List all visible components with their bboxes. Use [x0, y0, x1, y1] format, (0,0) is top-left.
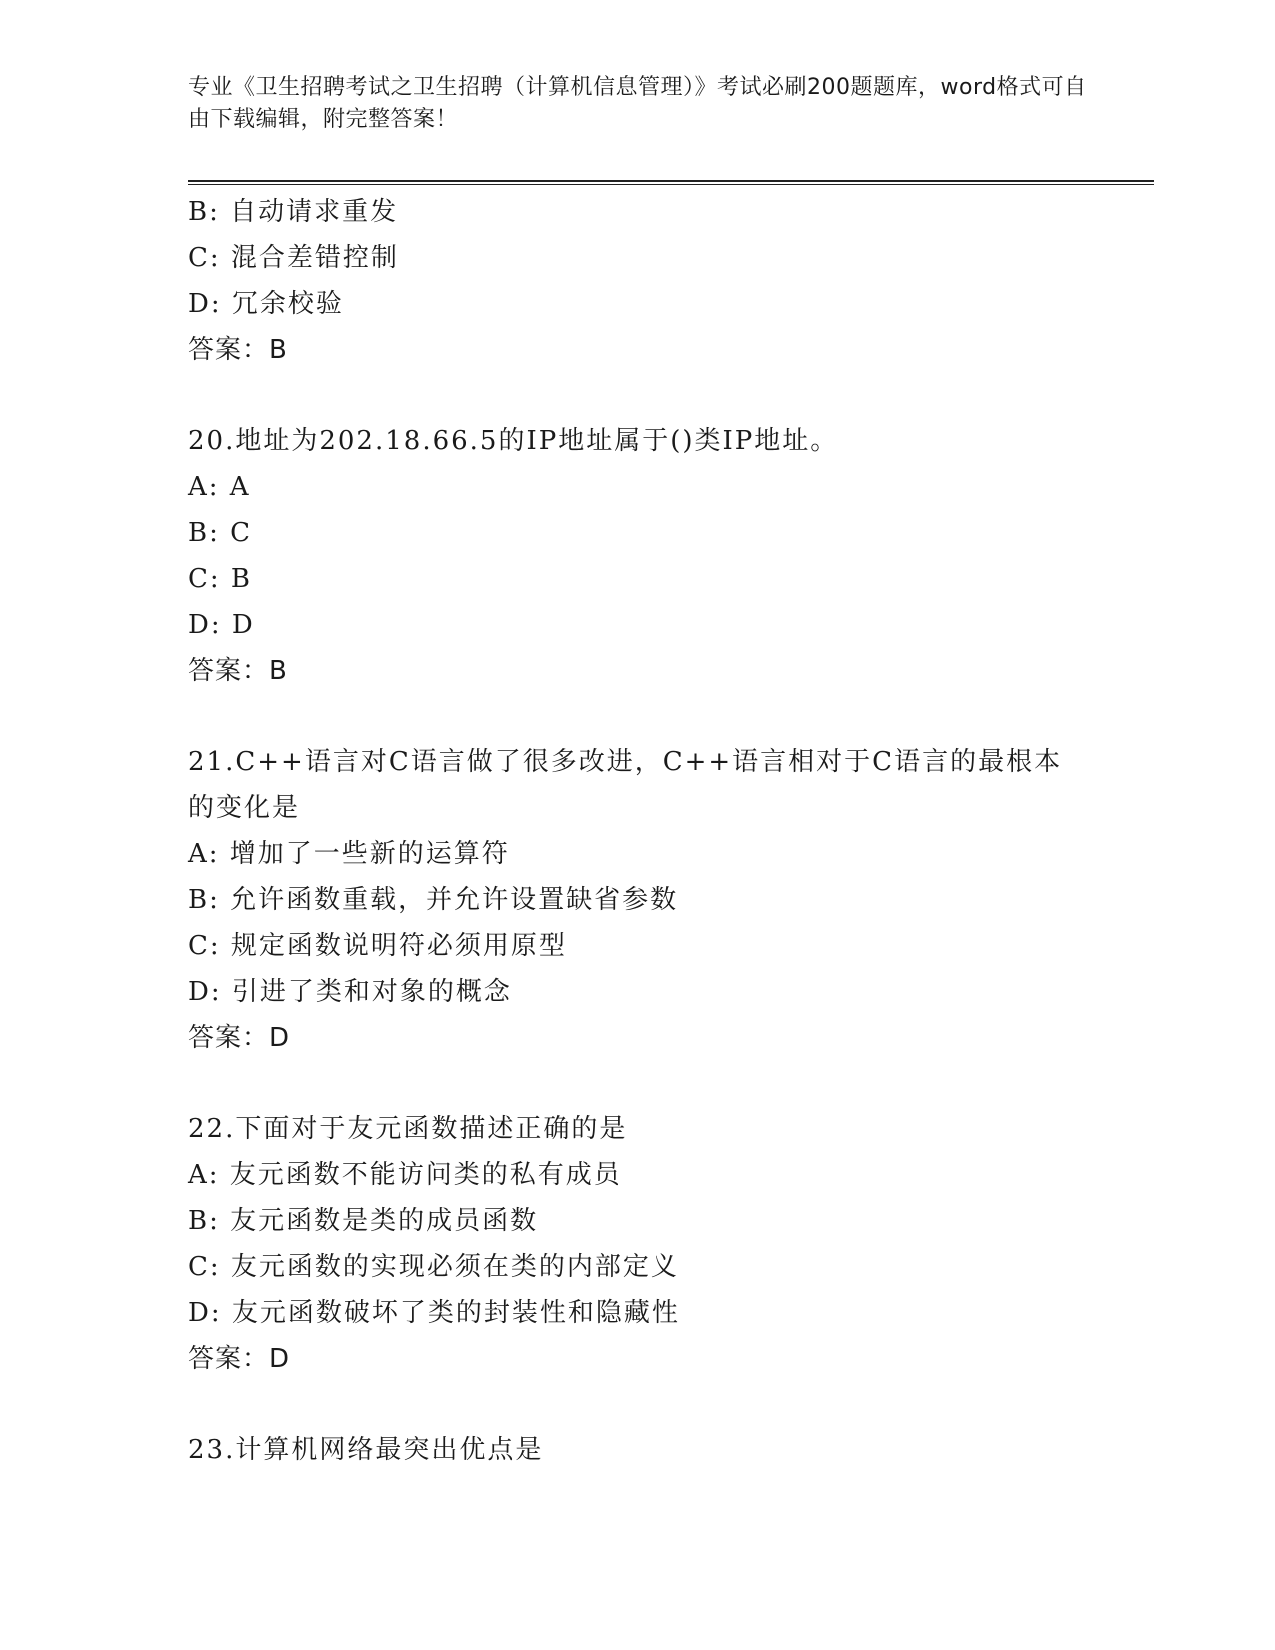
- option-c: C: 规定函数说明符必须用原型: [188, 931, 567, 961]
- option-b: B: 友元函数是类的成员函数: [188, 1206, 539, 1236]
- answer-line: 答案：B: [188, 656, 288, 686]
- question-text: 23.计算机网络最突出优点是: [188, 1435, 544, 1465]
- header-divider-thin: [188, 184, 1154, 185]
- spacer: [188, 1061, 1088, 1106]
- answer-line: 答案：D: [188, 1023, 291, 1053]
- question-text: 20.地址为202.18.66.5的IP地址属于()类IP地址。: [188, 426, 839, 456]
- header-divider: [188, 180, 1154, 182]
- spacer: [188, 373, 1088, 418]
- question-block-23: [188, 1427, 1088, 1473]
- option-a: A: 友元函数不能访问类的私有成员: [188, 1160, 622, 1190]
- option-b: B: 自动请求重发: [188, 197, 399, 227]
- question-text: 22.下面对于友元函数描述正确的是: [188, 1114, 628, 1144]
- question-block-22: [188, 1106, 1088, 1382]
- answer-line: 答案：D: [188, 1344, 291, 1374]
- spacer: [188, 1382, 1088, 1427]
- option-d: D: 友元函数破坏了类的封装性和隐藏性: [188, 1298, 680, 1328]
- option-b: B: C: [188, 518, 253, 548]
- question-text: 21.C++语言对C语言做了很多改进，C++语言相对于C语言的最根本的变化是: [188, 747, 1063, 823]
- option-a: A: A: [188, 472, 251, 502]
- question-block-19: [188, 189, 1088, 373]
- page-header: 专业《卫生招聘考试之卫生招聘（计算机信息管理）》考试必刷200题题库，word格式可自由下载编辑，附完整答案！: [188, 75, 1087, 132]
- option-c: C: 混合差错控制: [188, 243, 399, 273]
- option-d: D: 引进了类和对象的概念: [188, 977, 512, 1007]
- option-d: D: 冗余校验: [188, 289, 344, 319]
- answer-line: 答案：B: [188, 335, 288, 365]
- option-c: C: 友元函数的实现必须在类的内部定义: [188, 1252, 679, 1282]
- option-d: D: D: [188, 610, 255, 640]
- spacer: [188, 694, 1088, 739]
- option-b: B: 允许函数重载，并允许设置缺省参数: [188, 885, 679, 915]
- option-c: C: B: [188, 564, 253, 594]
- question-block-21: [188, 739, 1088, 1061]
- option-a: A: 增加了一些新的运算符: [188, 839, 510, 869]
- question-block-20: [188, 418, 1088, 694]
- document-body: [188, 189, 1088, 1473]
